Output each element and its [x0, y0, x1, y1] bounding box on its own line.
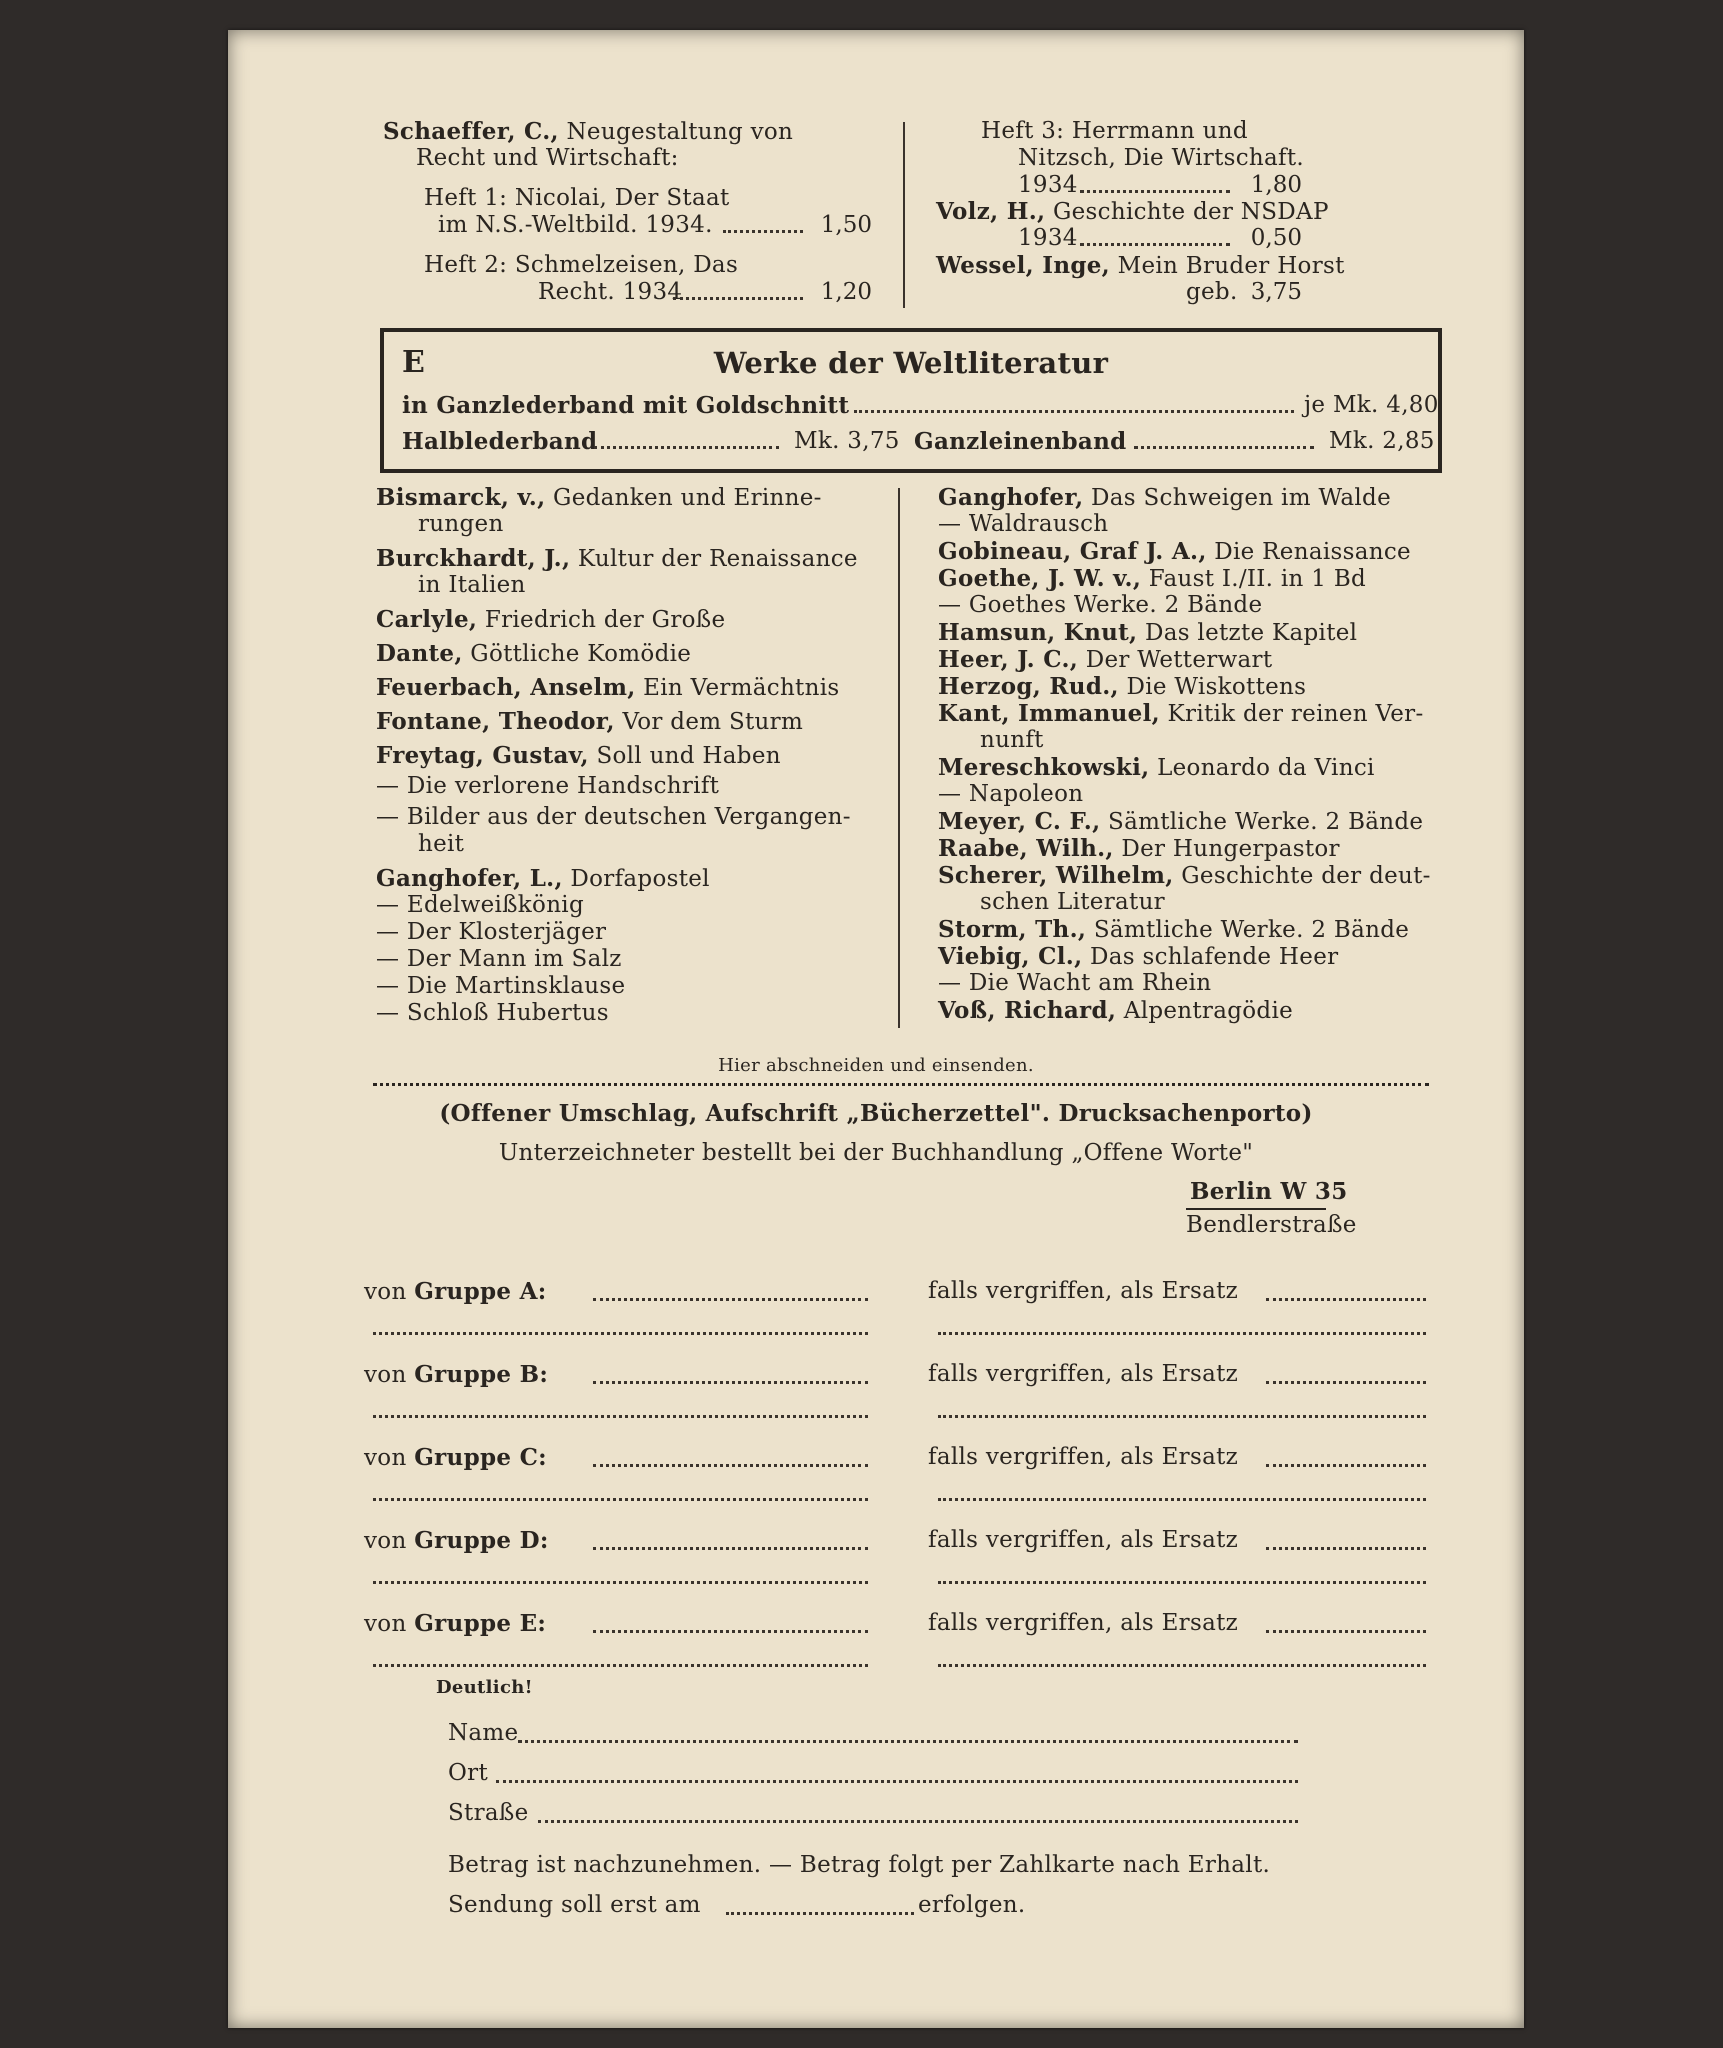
ganzleder-price: je Mk. 4,80: [1304, 392, 1439, 418]
group-alt-label: falls vergriffen, als Ersatz: [928, 1361, 1239, 1387]
group-c-field[interactable]: [593, 1464, 868, 1467]
book-entry: — Bilder aus der deutschen Vergangen-: [376, 804, 851, 830]
binding-ganzleder: in Ganzlederband mit Goldschnitt: [402, 392, 850, 419]
group-b-alt-field-2[interactable]: [938, 1415, 1426, 1418]
group-label: von Gruppe A:: [364, 1278, 547, 1305]
group-d-field-2[interactable]: [373, 1581, 868, 1584]
book-entry: Hamsun, Knut, Das letzte Kapitel: [938, 619, 1358, 646]
name-field[interactable]: [518, 1740, 1298, 1743]
order-form-page: [228, 30, 1524, 2028]
heft2-title: Heft 2: Schmelzeisen, Das: [424, 252, 739, 278]
group-alt-label: falls vergriffen, als Ersatz: [928, 1278, 1239, 1304]
leader: [594, 446, 779, 449]
volz-entry: Volz, H., Geschichte der NSDAP: [936, 198, 1329, 225]
book-entry: Fontane, Theodor, Vor dem Sturm: [376, 708, 804, 735]
group-e-alt-field-2[interactable]: [938, 1664, 1426, 1667]
book-entry: Voß, Richard, Alpentragödie: [938, 997, 1294, 1024]
group-c-field-2[interactable]: [373, 1498, 868, 1501]
group-c-alt-field-2[interactable]: [938, 1498, 1426, 1501]
heft3-price: 1,80: [1250, 172, 1302, 198]
heft1-title: Heft 1: Nicolai, Der Staat: [424, 185, 730, 211]
book-entry-cont: schen Literatur: [980, 889, 1165, 915]
book-entry: Bismarck, v., Gedanken und Erinne-: [376, 484, 822, 511]
wessel-entry: Wessel, Inge, Mein Bruder Horst: [936, 252, 1345, 279]
book-entry: Scherer, Wilhelm, Geschichte der deut-: [938, 862, 1431, 889]
group-label: von Gruppe B:: [364, 1361, 549, 1388]
strasse-label: Straße: [448, 1800, 529, 1826]
cut-note: Hier abschneiden und einsenden.: [718, 1055, 1034, 1076]
leader: [1134, 446, 1314, 449]
shipping-date-field[interactable]: [726, 1912, 914, 1915]
heft1-line2: im N.S.-Weltbild. 1934.: [438, 212, 713, 238]
book-entry: Heer, J. C., Der Wetterwart: [938, 646, 1273, 673]
group-d-alt-field-2[interactable]: [938, 1581, 1426, 1584]
schaeffer-entry: Schaeffer, C., Neugestaltung von: [383, 118, 794, 145]
column-divider: [903, 122, 905, 308]
book-entry-cont: rungen: [418, 511, 504, 537]
book-entry-cont: in Italien: [418, 572, 526, 598]
book-entry: Mereschkowski, Leonardo da Vinci: [938, 754, 1375, 781]
heft3-title: Heft 3: Herrmann und: [981, 118, 1248, 144]
group-label: von Gruppe E:: [364, 1610, 547, 1637]
group-b-field-2[interactable]: [373, 1415, 868, 1418]
section-letter: E: [402, 345, 426, 380]
book-entry: — Schloß Hubertus: [376, 1000, 609, 1026]
book-entry: Feuerbach, Anselm, Ein Vermächtnis: [376, 674, 840, 701]
leader: [723, 230, 803, 233]
book-entry-cont: heit: [418, 831, 465, 857]
group-a-field[interactable]: [593, 1298, 868, 1301]
book-entry: Carlyle, Friedrich der Große: [376, 606, 726, 633]
leader: [1080, 190, 1230, 193]
order-intro: Unterzeichneter bestellt bei der Buchhandlung „Offene Worte": [498, 1140, 1254, 1166]
book-entry: — Der Mann im Salz: [376, 946, 622, 972]
ganzleinen-price: Mk. 2,85: [1329, 428, 1435, 454]
heft2-line2: Recht. 1934: [538, 279, 683, 305]
book-entry: Raabe, Wilh., Der Hungerpastor: [938, 835, 1340, 862]
binding-halbleder: Halblederband: [402, 428, 598, 455]
group-a-field-2[interactable]: [373, 1332, 868, 1335]
book-entry: Kant, Immanuel, Kritik der reinen Ver-: [938, 700, 1424, 727]
group-alt-label: falls vergriffen, als Ersatz: [928, 1527, 1239, 1553]
group-b-alt-field[interactable]: [1266, 1381, 1426, 1384]
book-entry: — Waldrausch: [938, 511, 1109, 537]
leader: [854, 410, 1294, 413]
book-entry: Dante, Göttliche Komödie: [376, 640, 692, 667]
heft3-line2: Nitzsch, Die Wirtschaft.: [1018, 145, 1304, 171]
group-a-alt-field[interactable]: [1266, 1298, 1426, 1301]
section-title: Werke der Weltliteratur: [713, 346, 1109, 380]
cut-line[interactable]: [373, 1083, 1429, 1086]
deutlich-note: Deutlich!: [436, 1677, 533, 1698]
group-d-field[interactable]: [593, 1547, 868, 1550]
book-entry: Meyer, C. F., Sämtliche Werke. 2 Bände: [938, 808, 1424, 835]
book-entry: — Der Klosterjäger: [376, 919, 607, 945]
halbleder-price: Mk. 3,75: [794, 428, 900, 454]
ort-label: Ort: [448, 1760, 488, 1786]
book-entry: Storm, Th., Sämtliche Werke. 2 Bände: [938, 916, 1410, 943]
strasse-field[interactable]: [538, 1820, 1298, 1823]
group-label: von Gruppe C:: [364, 1444, 547, 1471]
group-d-alt-field[interactable]: [1266, 1547, 1426, 1550]
book-entry: Burckhardt, J., Kultur der Renaissance: [376, 545, 858, 572]
name-label: Name: [448, 1720, 519, 1746]
payment-note: Betrag ist nachzunehmen. — Betrag folgt per Zahlkarte nach Erhalt.: [448, 1852, 1271, 1878]
wessel-line2: geb.: [1186, 279, 1238, 305]
street: Bendlerstraße: [1186, 1212, 1357, 1238]
group-e-alt-field[interactable]: [1266, 1630, 1426, 1633]
volz-price: 0,50: [1250, 225, 1302, 251]
group-alt-label: falls vergriffen, als Ersatz: [928, 1444, 1239, 1470]
book-entry-cont: nunft: [980, 727, 1044, 753]
volz-line2: 1934: [1018, 225, 1078, 251]
book-entry: — Die Martinsklause: [376, 973, 626, 999]
leader: [1080, 243, 1230, 246]
city: Berlin W 35: [1190, 1178, 1348, 1205]
wessel-price: 3,75: [1250, 279, 1302, 305]
heft1-price: 1,50: [820, 212, 872, 238]
book-entry: Ganghofer, L., Dorfapostel: [376, 865, 710, 892]
ort-field[interactable]: [496, 1780, 1298, 1783]
section-e-box: [380, 328, 1442, 473]
book-entry: Ganghofer, Das Schweigen im Walde: [938, 484, 1391, 511]
city-underline: [1186, 1208, 1326, 1210]
book-entry: — Edelweißkönig: [376, 892, 584, 918]
book-entry: Freytag, Gustav, Soll und Haben: [376, 742, 781, 769]
book-entry: — Die verlorene Handschrift: [376, 773, 720, 799]
group-a-alt-field-2[interactable]: [938, 1332, 1426, 1335]
group-e-field[interactable]: [593, 1630, 868, 1633]
book-entry: — Napoleon: [938, 781, 1084, 807]
shipping-label-b: erfolgen.: [918, 1892, 1026, 1918]
heft2-price: 1,20: [820, 279, 872, 305]
book-entry: Herzog, Rud., Die Wiskottens: [938, 673, 1307, 700]
column-divider: [898, 488, 900, 1028]
group-e-field-2[interactable]: [373, 1664, 868, 1667]
shipping-label-a: Sendung soll erst am: [448, 1892, 701, 1918]
book-entry: Gobineau, Graf J. A., Die Renaissance: [938, 538, 1411, 565]
book-entry: Viebig, Cl., Das schlafende Heer: [938, 943, 1339, 970]
binding-ganzleinen: Ganzleinenband: [914, 428, 1127, 455]
book-entry: Goethe, J. W. v., Faust I./II. in 1 Bd: [938, 565, 1367, 592]
schaeffer-entry-cont: Recht und Wirtschaft:: [416, 145, 679, 171]
leader: [673, 297, 803, 300]
book-entry: — Die Wacht am Rhein: [938, 970, 1212, 996]
group-label: von Gruppe D:: [364, 1527, 549, 1554]
group-c-alt-field[interactable]: [1266, 1464, 1426, 1467]
envelope-note: (Offener Umschlag, Aufschrift „Bücherzettel". Drucksachenporto): [439, 1100, 1313, 1127]
group-b-field[interactable]: [593, 1381, 868, 1384]
book-entry: — Goethes Werke. 2 Bände: [938, 592, 1263, 618]
heft3-line3: 1934: [1018, 172, 1078, 198]
group-alt-label: falls vergriffen, als Ersatz: [928, 1610, 1239, 1636]
